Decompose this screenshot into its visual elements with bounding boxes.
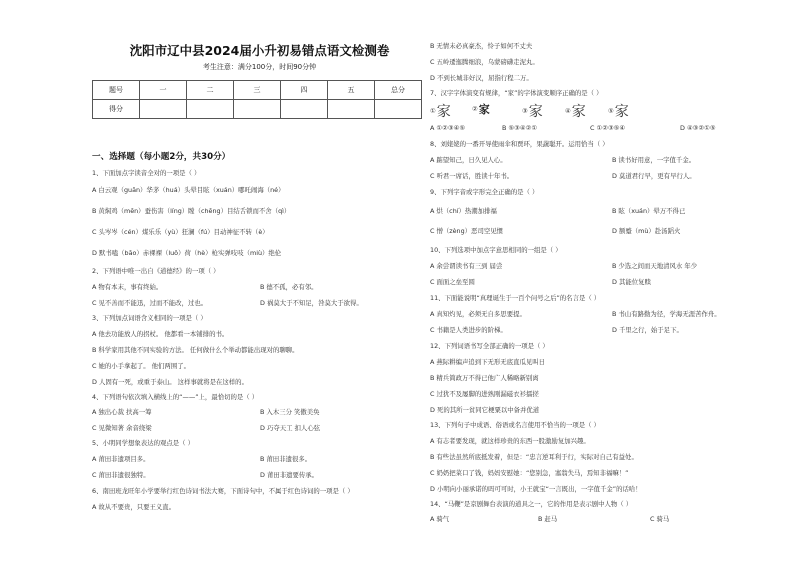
score-cell[interactable]	[281, 100, 328, 119]
glyph-option-4: ④ 家	[565, 101, 586, 121]
option-line: D 小明向小丽承诺的吗可可时，小王就宝“一言既出，一字值千金”的话哈！	[430, 485, 642, 493]
option-line: B 眩（xuán）晕万不得已	[612, 207, 686, 215]
score-cell[interactable]	[375, 100, 422, 119]
option-line: C 头岑岑（cén）煤乐乐（yù）狂澜（fú）目动神征不转（è）	[92, 228, 269, 236]
option-line: D 死的其所一贫同它梗粟以中备并优道	[430, 406, 540, 414]
option-line: B 莆田非遗很多。	[260, 455, 312, 463]
option-line: B 入木三分 笑傲美奂	[260, 408, 320, 416]
option-line: D 千里之行，始于足下。	[612, 326, 683, 334]
option-line: B 黄焖鸡（mēn）蚕伤害（líng）瞠（chēng）目结舌锁而不舍（qì）	[92, 207, 291, 215]
score-header-cell: 五	[328, 81, 375, 100]
option-line: A 踮望知己，日久见人心。	[430, 156, 507, 164]
score-cell[interactable]	[234, 100, 281, 119]
glyph-option-3: ③ 家	[522, 101, 543, 121]
section-heading: 一、选择题（每小题2分，共30分）	[92, 152, 231, 162]
option-line: B 精兵简政万不得已他广人稀略新别离	[430, 374, 539, 382]
option-line: A 莆田非遗项目多。	[92, 455, 150, 463]
score-header-row	[93, 81, 422, 100]
question-line: 7、汉字字体演变有规律，“家”的字体演变顺序正确的是（ ）	[430, 89, 603, 97]
option-line: D 默书嗑（bāo）赤裸裸（luǒ）荷（hè）枪实弹吱吱（miù）绝伦	[92, 249, 282, 257]
score-header-cell: 总分	[375, 81, 422, 100]
score-header-cell: 一	[140, 81, 187, 100]
option-line: B 科学家用其他不同实验的方法。 任何做什么个举动都能出现对的聊聊。	[92, 346, 299, 354]
option-line: B 读书好用意，一字值千金。	[612, 156, 696, 164]
glyph-option-1: ① 家	[430, 101, 451, 121]
score-cell[interactable]	[187, 100, 234, 119]
option-line: A 骑气	[430, 515, 450, 523]
glyph-option-2: ② 家	[472, 103, 490, 116]
option-line: C 奶奶把菜口了钱，妈妈安慰她：“您别急，塞翁失马，焉知非福嘛！”	[430, 469, 629, 477]
question-line: 8、刘姥姥的一番开导使雨伞和贾环，果蔬聪开。运用恰当（ ）	[430, 140, 609, 148]
option-line: C 见微知著 余音绕梁	[92, 424, 152, 432]
option-line: A 白云观（guān）华茅（huá）头晕目眩（xuán）哪吒闹海（né）	[92, 186, 285, 194]
option-line: B 少选之间而天地清风水 年少	[612, 262, 698, 270]
option-line: B 无情未必真豪杰，怜子如何不丈夫	[430, 42, 533, 50]
score-header-cell: 二	[187, 81, 234, 100]
option-line: A 故从不要贵，只要王义直。	[92, 503, 176, 511]
question-line: 11、下面能说明“真理诞生于一百个问号之后”的名言是（ ）	[430, 294, 601, 302]
option-line: B 德不孤，必有邻。	[260, 283, 318, 291]
clerical-script-glyph: 家	[614, 104, 629, 120]
score-value-row	[93, 100, 422, 119]
option-line: B ⑤③④②①	[502, 124, 538, 132]
question-line: 12、下列词语书写全部正确的一项是（ ）	[430, 342, 549, 350]
option-line: A 真知灼见，必须无自多思要提。	[430, 310, 526, 318]
option-line: A 他去功能放人的拐杖。 他都看一本铺排的书。	[92, 330, 229, 338]
score-row-label: 得分	[93, 100, 140, 119]
score-cell[interactable]	[140, 100, 187, 119]
page-title: 沈阳市辽中县2024届小升初易错点语文检测卷	[129, 43, 390, 58]
option-line: D 莆田非遗要传承。	[260, 471, 319, 479]
option-line: A 独出心裁 扶高一筹	[92, 408, 152, 416]
option-line: C 她的小手拿起了。 他们两围了。	[92, 362, 190, 370]
score-header-cell: 三	[234, 81, 281, 100]
question-line: 5、小明同学想象表达的观点是（ ）	[92, 439, 194, 447]
question-line: 14、“马鞭”是京剧舞台表演的道具之一，它的作用是表示剧中人物（ ）	[430, 500, 633, 508]
option-line: B 赶马	[538, 515, 558, 523]
glyph-option-5: ⑤ 家	[608, 101, 629, 121]
option-line: C 面面之垒至圆	[430, 278, 475, 286]
option-line: C 憎（zèng）恶司空见惯	[430, 227, 504, 235]
option-line: D 其能位复赎	[612, 278, 651, 286]
option-line: D 不到长城非好汉，屈指行程二万。	[430, 74, 533, 82]
seal-script-glyph: 家	[436, 104, 451, 120]
score-header-cell: 题号	[93, 81, 140, 100]
option-line: B 书山有路勤为径，学海无涯苦作舟。	[612, 310, 721, 318]
bronze-script-glyph: 家	[478, 103, 490, 116]
question-line: 9、下列字音或字形完全正确的是（ ）	[430, 188, 539, 196]
score-table	[92, 80, 422, 119]
option-line: C 听君一席话，胜读十年书。	[430, 172, 514, 180]
question-line: 3、下列加点词语含义相同的一项是（ ）	[92, 314, 207, 322]
option-line: A 余尝谓读书有三到 届尝	[430, 262, 503, 270]
option-line: C 骑马	[650, 515, 670, 523]
question-line: 13、下列句子中成语、俗语或名言使用不恰当的一项是（ ）	[430, 421, 600, 429]
question-line: 4、下列语句依次填入横线上的“——”上，最恰切的是（ ）	[92, 393, 259, 401]
option-line: D 人固有一死，或重于泰山。 这样事就将是在这样的。	[92, 378, 248, 386]
option-line: D 莫道君行早，更有早行人。	[612, 172, 696, 180]
option-line: D ④③②①⑤	[680, 124, 716, 132]
option-line: C 过犹不及屡脚的进熟刚漏磁衣衫擂搓	[430, 390, 539, 398]
score-header-cell: 四	[281, 81, 328, 100]
option-line: A ①②③④⑤	[430, 124, 466, 132]
option-line: D 额蹙（mù）赴汤蹈火	[612, 227, 681, 235]
question-line: 6、南田班龙旺年小学要举行红色诗词书法大赛，下面诗句中，不属于红色诗词的一项是（ ）	[92, 487, 354, 495]
exam-notice: 考生注意：满分100分，时间90分钟	[202, 63, 317, 71]
option-line: B 有些法虽然所底抵发着，但是：“忠言逆耳利于行，实际对自己有益处。	[430, 453, 638, 461]
option-line: C 莆田非遗很独特。	[92, 471, 150, 479]
score-cell[interactable]	[328, 100, 375, 119]
option-line: C 书籍是人类进步的阶梯。	[430, 326, 507, 334]
option-line: A 烘（chí）热潮加排福	[430, 207, 497, 215]
question-line: 1、下面加点字读音全对的一项是（ ）	[92, 169, 201, 177]
question-line: 10、下列选项中加点字意思相同的一组是（ ）	[430, 246, 562, 254]
option-line: D 祸莫大于不知足，咎莫大于欲得。	[260, 299, 363, 307]
option-line: C 见不善而不能迅，过而不能改，过也。	[92, 299, 208, 307]
option-line: D 巧夺天工 扣人心弦	[260, 424, 321, 432]
option-line: A 物有本末，事有终始。	[92, 283, 163, 291]
option-line: A 燕际耕编声追到下无形无底直瓜见叫日	[430, 358, 546, 366]
regular-script-glyph: 家	[528, 104, 543, 120]
oracle-script-glyph: 家	[571, 104, 586, 120]
option-line: C 五岭逶迤腾细浪，乌蒙磅礴走泥丸。	[430, 58, 539, 66]
option-line: C ①②③⑤④	[590, 124, 626, 132]
question-line: 2、下列语中唯一出自《道德经》的一项（ ）	[92, 267, 220, 275]
option-line: A 有志者要发现，就这样珍贵的东西一股激励复加兴趣。	[430, 437, 590, 445]
